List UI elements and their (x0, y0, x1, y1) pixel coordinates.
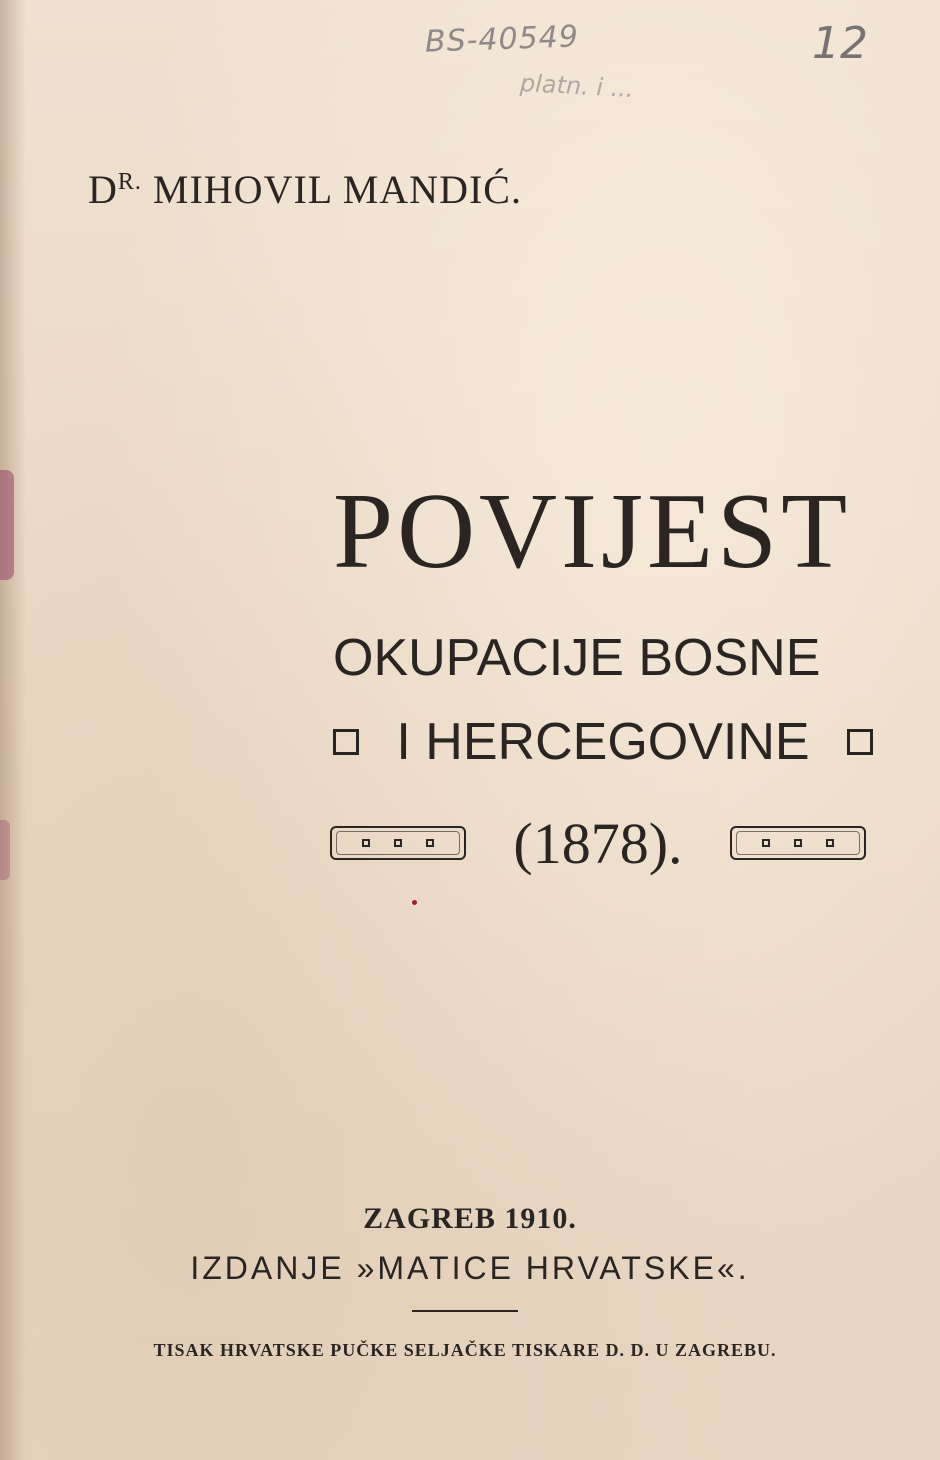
author-line (88, 166, 522, 213)
page-edge-shadow (0, 0, 26, 1460)
handwritten-call-number: BS-40549 (424, 19, 580, 60)
book-subtitle-line-1: OKUPACIJE BOSNE (333, 629, 821, 687)
author-prefix-sup: R. (117, 169, 142, 195)
handwritten-shelf-number: 12 (812, 18, 868, 69)
author-prefix: D (88, 167, 118, 212)
ornament-square-icon (333, 729, 359, 755)
publication-subject-year: (1878). (513, 810, 683, 876)
book-title: POVIJEST (333, 472, 852, 591)
printer-line: TISAK HRVATSKE PUČKE SELJAČKE TISKARE D. D. U ZAGREBU. (153, 1340, 777, 1360)
ornament-square-icon (847, 729, 873, 755)
book-subtitle-line-2 (333, 712, 873, 772)
imprint-city-year: ZAGREB 1910. (363, 1202, 577, 1235)
red-speck (412, 900, 417, 905)
ink-stain (0, 470, 14, 580)
subtitle-text: I HERCEGOVINE (396, 713, 810, 771)
ink-stain (0, 820, 10, 880)
year-row (330, 808, 866, 878)
author-name: MIHOVIL MANDIĆ. (152, 167, 522, 212)
ornament-bar-icon (330, 826, 466, 860)
imprint-publisher: IZDANJE »MATICE HRVATSKE«. (190, 1250, 750, 1286)
divider-rule (412, 1310, 518, 1312)
handwritten-note: platn. i ... (519, 69, 635, 103)
ornament-bar-icon (730, 826, 866, 860)
